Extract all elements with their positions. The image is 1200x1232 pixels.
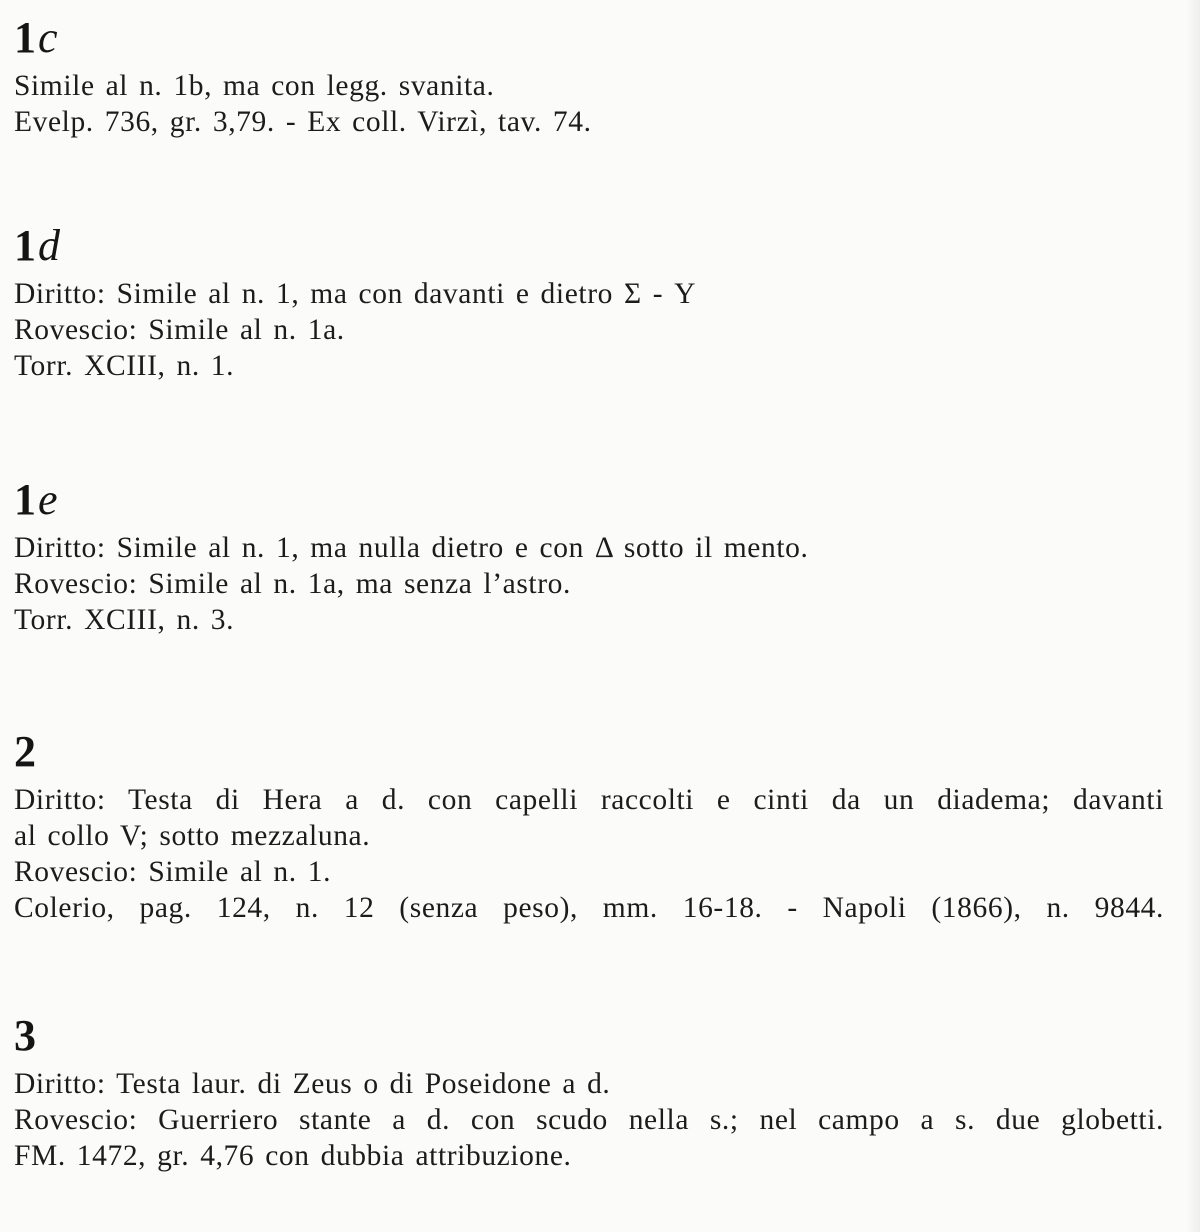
entry-line: Evelp. 736, gr. 3,79. - Ex coll. Virzì, tav. 74. [14,106,592,138]
catalogue-entry-1e [14,475,1184,638]
entry-line: Rovescio: Simile al n. 1. [14,856,332,888]
catalogue-entry-2 [14,727,1184,926]
entry-number: 1 [14,221,36,270]
entry-line: Torr. XCIII, n. 3. [14,604,235,636]
entry-line: Rovescio: Guerriero stante a d. con scudo nella s.; nel campo a s. due globetti. [14,1104,1164,1136]
entry-heading [14,13,1184,68]
entry-line: al collo V; sotto mezzaluna. [14,820,371,852]
entry-line: FM. 1472, gr. 4,76 con dubbia attribuzione. [14,1140,572,1172]
entry-heading [14,221,1184,276]
entry-line: Diritto: Testa di Hera a d. con capelli raccolti e cinti da un diadema; davanti [14,784,1164,816]
entry-line: Rovescio: Simile al n. 1a. [14,314,345,346]
entry-heading [14,727,1184,782]
scan-edge-shadow [1186,0,1200,1232]
catalogue-entry-3 [14,1011,1184,1174]
entry-line: Rovescio: Simile al n. 1a, ma senza l’astro. [14,568,571,600]
entry-line: Diritto: Simile al n. 1, ma con davanti e dietro Σ - Y [14,278,696,310]
entry-suffix: e [38,475,58,524]
entry-line: Simile al n. 1b, ma con legg. svanita. [14,70,495,102]
entry-suffix: d [38,221,60,270]
entry-number: 3 [14,1011,36,1060]
catalogue-entry-1d [14,221,1184,384]
entry-number: 2 [14,727,36,776]
catalogue-entry-1c [14,13,1184,140]
entry-number: 1 [14,13,36,62]
entry-heading [14,1011,1184,1066]
entry-heading [14,475,1184,530]
entry-suffix: c [38,13,58,62]
entry-line: Colerio, pag. 124, n. 12 (senza peso), mm. 16-18. - Napoli (1866), n. 9844. [14,892,1164,924]
entry-line: Diritto: Simile al n. 1, ma nulla dietro e con Δ sotto il mento. [14,532,809,564]
entry-line: Torr. XCIII, n. 1. [14,350,235,382]
entry-line: Diritto: Testa laur. di Zeus o di Poseidone a d. [14,1068,611,1100]
entry-number: 1 [14,475,36,524]
